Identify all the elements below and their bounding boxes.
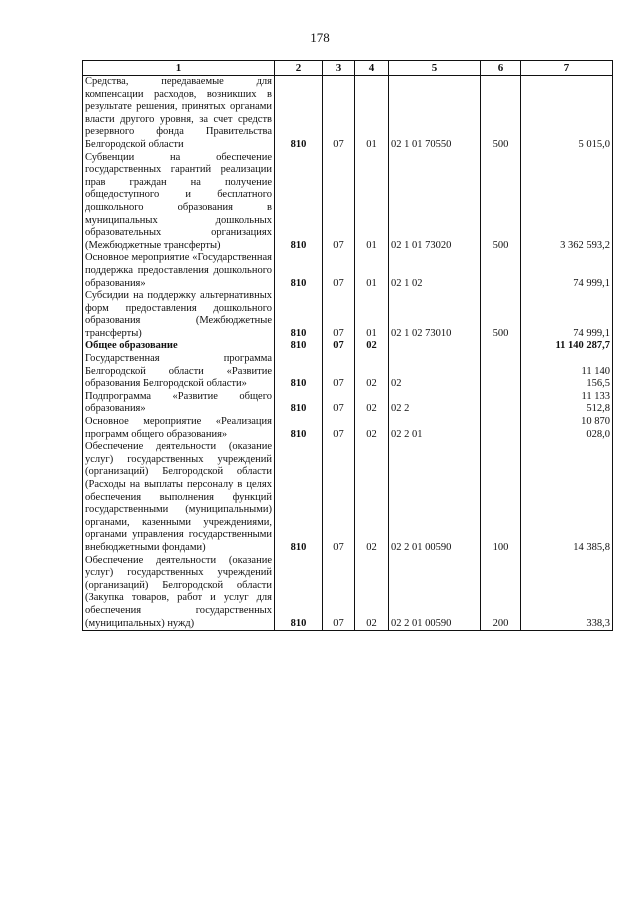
table-row (83, 353, 613, 391)
row-target-article (389, 340, 481, 353)
table-row (83, 290, 613, 340)
row-amount (521, 391, 613, 416)
row-name: Государственная программа Белгородской области «Развитие образования Белгородской области» (83, 353, 275, 391)
row-code-ministry: 810 (275, 152, 323, 253)
table-row (83, 391, 613, 416)
table-row (83, 252, 613, 290)
table-row (83, 416, 613, 441)
row-subsection: 01 (355, 152, 389, 253)
row-target-article: 02 2 (389, 391, 481, 416)
row-subsection: 02 (355, 441, 389, 554)
row-section: 07 (323, 290, 355, 340)
row-code-ministry: 810 (275, 252, 323, 290)
row-code-ministry: 810 (275, 76, 323, 152)
row-name: Основное мероприятие «Реализация программ общего образования» (83, 416, 275, 441)
row-subsection: 02 (355, 416, 389, 441)
row-expense-type: 500 (481, 76, 521, 152)
row-target-article: 02 1 01 73020 (389, 152, 481, 253)
row-amount: 3 362 593,2 (521, 152, 613, 253)
row-amount: 5 015,0 (521, 76, 613, 152)
row-section: 07 (323, 416, 355, 441)
row-amount: 74 999,1 (521, 290, 613, 340)
column-header-5: 5 (389, 61, 481, 76)
table-row (83, 152, 613, 253)
row-section: 07 (323, 353, 355, 391)
row-target-article: 02 2 01 00590 (389, 555, 481, 631)
row-name: Подпрограмма «Развитие общего образования» (83, 391, 275, 416)
row-section: 07 (323, 441, 355, 554)
row-expense-type (481, 416, 521, 441)
row-expense-type (481, 252, 521, 290)
row-amount (521, 416, 613, 441)
column-header-7: 7 (521, 61, 613, 76)
row-target-article: 02 1 01 70550 (389, 76, 481, 152)
row-target-article: 02 2 01 00590 (389, 441, 481, 554)
row-expense-type (481, 353, 521, 391)
row-subsection: 02 (355, 555, 389, 631)
row-name: Обеспечение деятельности (оказание услуг) государственных учреждений (организаций) Белгородской области (Закупка товаров, работ и услуг для обеспечения государственных (муниципальных) нужд) (83, 555, 275, 631)
row-amount: 14 385,8 (521, 441, 613, 554)
row-section: 07 (323, 555, 355, 631)
row-expense-type: 100 (481, 441, 521, 554)
row-amount: 74 999,1 (521, 252, 613, 290)
row-code-ministry: 810 (275, 555, 323, 631)
row-expense-type (481, 340, 521, 353)
row-expense-type: 500 (481, 290, 521, 340)
table-header-row (83, 61, 613, 76)
page-number: 178 (310, 30, 330, 45)
row-subsection: 02 (355, 353, 389, 391)
table-row (83, 441, 613, 554)
row-code-ministry: 810 (275, 340, 323, 353)
row-target-article: 02 1 02 73010 (389, 290, 481, 340)
row-target-article: 02 (389, 353, 481, 391)
row-section: 07 (323, 391, 355, 416)
table-body (83, 76, 613, 631)
budget-table (82, 60, 613, 631)
row-section: 07 (323, 340, 355, 353)
row-amount-value: 11 140 156,5 (581, 365, 610, 390)
table-row (83, 340, 613, 353)
column-header-3: 3 (323, 61, 355, 76)
row-code-ministry: 810 (275, 353, 323, 391)
row-section: 07 (323, 152, 355, 253)
column-header-6: 6 (481, 61, 521, 76)
table-row (83, 76, 613, 152)
row-expense-type (481, 391, 521, 416)
row-code-ministry: 810 (275, 290, 323, 340)
row-code-ministry: 810 (275, 441, 323, 554)
column-header-1: 1 (83, 61, 275, 76)
column-header-4: 4 (355, 61, 389, 76)
row-name: Субвенции на обеспечение государственных гарантий реализации прав граждан на получение общедоступного и бесплатного дошкольного образования в муниципальных дошкольных образовательных организациях (Межбюджетные трансферты) (83, 152, 275, 253)
row-name: Субсидии на поддержку альтернативных форм предоставления дошкольного образования (Межбюджетные трансферты) (83, 290, 275, 340)
row-amount: 11 140 287,7 (521, 340, 613, 353)
row-name: Обеспечение деятельности (оказание услуг) государственных учреждений (организаций) Белгородской области (Расходы на выплаты персоналу в целях обеспечения выполнения функций государственными (муниципальными) органами, казенными учреждениями, органами управления государственными внебюджетными фондами) (83, 441, 275, 554)
row-amount (521, 353, 613, 391)
row-subsection: 01 (355, 252, 389, 290)
column-header-2: 2 (275, 61, 323, 76)
row-target-article: 02 1 02 (389, 252, 481, 290)
row-code-ministry: 810 (275, 391, 323, 416)
row-amount: 338,3 (521, 555, 613, 631)
row-subsection: 02 (355, 340, 389, 353)
row-target-article: 02 2 01 (389, 416, 481, 441)
table-row (83, 555, 613, 631)
row-subsection: 02 (355, 391, 389, 416)
row-section: 07 (323, 76, 355, 152)
row-amount-value: 11 133 512,8 (581, 390, 610, 415)
row-name: Средства, передаваемые для компенсации расходов, возникших в результате решения, принятых органами власти другого уровня, за счет средств резервного фонда Правительства Белгородской области (83, 76, 275, 152)
row-section: 07 (323, 252, 355, 290)
row-amount-value: 10 870 028,0 (581, 416, 610, 440)
row-name: Общее образование (83, 340, 275, 353)
row-code-ministry: 810 (275, 416, 323, 441)
row-subsection: 01 (355, 76, 389, 152)
row-expense-type: 500 (481, 152, 521, 253)
row-name: Основное мероприятие «Государственная поддержка предоставления дошкольного образования» (83, 252, 275, 290)
row-expense-type: 200 (481, 555, 521, 631)
row-subsection: 01 (355, 290, 389, 340)
